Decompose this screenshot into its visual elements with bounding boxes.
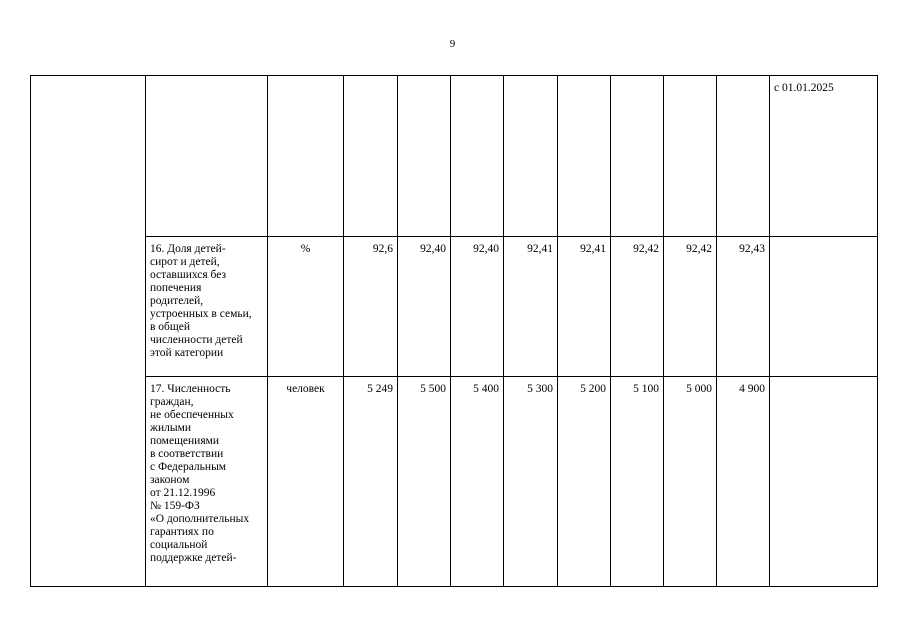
unit-cell: человек	[268, 377, 344, 587]
note-cell	[770, 377, 878, 587]
value-cell: 92,43	[717, 237, 770, 377]
merged-left-cell	[31, 76, 146, 587]
table-row	[31, 76, 878, 237]
value-cell: 92,40	[398, 237, 451, 377]
unit-cell: %	[268, 237, 344, 377]
value-cell	[451, 76, 504, 237]
value-cell: 92,6	[344, 237, 398, 377]
value-cell	[611, 76, 664, 237]
value-cell	[717, 76, 770, 237]
value-cell: 5 100	[611, 377, 664, 587]
indicator-name-cell	[146, 76, 268, 237]
value-cell: 5 400	[451, 377, 504, 587]
value-cell: 92,42	[611, 237, 664, 377]
table-row	[31, 237, 878, 377]
value-cell: 92,40	[451, 237, 504, 377]
indicator-name-cell: 16. Доля детей- сирот и детей, оставшихся без попечения родителей, устроенных в семьи, в общей численности детей этой категории	[146, 237, 268, 377]
value-cell: 5 249	[344, 377, 398, 587]
value-cell: 5 200	[558, 377, 611, 587]
note-cell: с 01.01.2025	[770, 76, 878, 237]
value-cell	[344, 76, 398, 237]
value-cell	[558, 76, 611, 237]
value-cell: 92,41	[558, 237, 611, 377]
table-row	[31, 377, 878, 587]
value-cell: 5 300	[504, 377, 558, 587]
note-cell	[770, 237, 878, 377]
page-number: 9	[449, 38, 456, 50]
value-cell	[398, 76, 451, 237]
value-cell: 5 500	[398, 377, 451, 587]
unit-cell	[268, 76, 344, 237]
indicator-name-cell: 17. Численность граждан, не обеспеченных жилыми помещениями в соответствии с Федеральным законом от 21.12.1996 № 159-ФЗ «О дополнительных гарантиях по социальной поддержке детей-	[146, 377, 268, 587]
value-cell	[664, 76, 717, 237]
value-cell: 5 000	[664, 377, 717, 587]
value-cell: 92,41	[504, 237, 558, 377]
value-cell: 4 900	[717, 377, 770, 587]
value-cell: 92,42	[664, 237, 717, 377]
value-cell	[504, 76, 558, 237]
indicator-table	[30, 75, 878, 587]
